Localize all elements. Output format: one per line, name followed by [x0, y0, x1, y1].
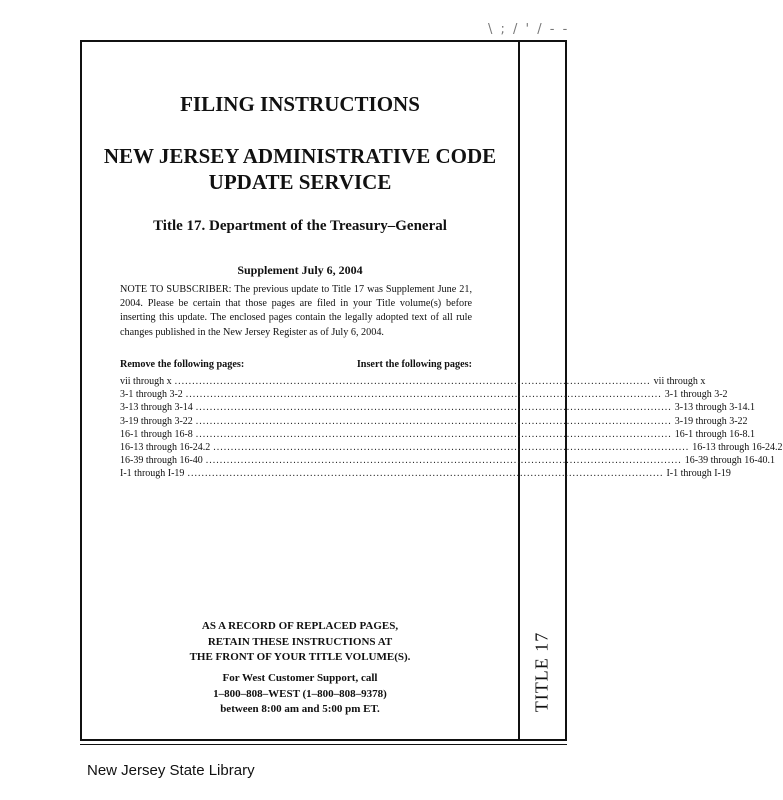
library-stamp: New Jersey State Library [87, 762, 255, 779]
table-row [120, 415, 748, 428]
record-notice-line1: AS A RECORD OF REPLACED PAGES, [201, 620, 399, 632]
insert-pages: I-1 through I-19 [666, 468, 731, 480]
title-line: Title 17. Department of the Treasury–General [153, 218, 447, 234]
table-row [120, 401, 756, 414]
dot-leader: ........................................................................................................................................ [185, 389, 662, 401]
remove-pages: 3-19 through 3-22 [120, 415, 193, 427]
remove-pages: 16-39 through 16-40 [120, 455, 203, 467]
support-info [82, 671, 518, 718]
insert-pages: 16-1 through 16-8.1 [674, 428, 756, 440]
insert-pages: vii through x [653, 376, 706, 387]
insert-pages: 3-1 through 3-2 [664, 389, 728, 401]
dot-leader: ........................................................................................................................................ [205, 455, 682, 467]
remove-pages: 3-1 through 3-2 [120, 389, 183, 401]
dot-leader: ........................................................................................................................................ [195, 428, 672, 440]
insert-pages: 16-13 through 16-24.2 [692, 441, 783, 453]
frame-bottom-rule [80, 739, 567, 741]
spine-label: TITLE 17 [531, 631, 552, 713]
insert-header: Insert the following pages: [356, 359, 472, 370]
remove-pages: 3-13 through 3-14 [120, 402, 193, 414]
dot-leader: ........................................................................................................................................ [174, 376, 651, 387]
support-phone: 1–800–808–WEST (1–800–808–9378) [213, 687, 387, 700]
supplement-date: Supplement July 6, 2004 [237, 263, 363, 277]
remove-pages: 16-1 through 16-8 [120, 428, 193, 440]
dot-leader: ........................................................................................................................................ [213, 441, 690, 453]
code-title-line2: UPDATE SERVICE [208, 170, 392, 194]
remove-pages: 16-13 through 16-24.2 [120, 441, 211, 453]
code-title [82, 143, 518, 195]
dot-leader: ........................................................................................................................................ [195, 415, 672, 427]
page-heading: FILING INSTRUCTIONS [180, 92, 420, 116]
support-hours: between 8:00 am and 5:00 pm ET. [220, 703, 380, 715]
remove-header: Remove the following pages: [120, 359, 245, 370]
page-table [120, 375, 783, 481]
record-notice-line3: THE FRONT OF YOUR TITLE VOLUME(S). [189, 651, 411, 663]
table-row [120, 375, 706, 388]
record-notice [82, 619, 518, 666]
code-title-line1: NEW JERSEY ADMINISTRATIVE CODE [103, 144, 497, 168]
table-row [120, 428, 756, 441]
remove-pages: vii through x [120, 376, 172, 387]
record-notice-line2: RETAIN THESE INSTRUCTIONS AT [207, 635, 393, 648]
table-row [120, 388, 728, 401]
frame-bottom-rule-thin [80, 744, 567, 745]
dot-leader: ........................................................................................................................................ [195, 402, 672, 414]
table-row [120, 441, 783, 454]
table-row [120, 467, 731, 480]
insert-pages: 3-19 through 3-22 [674, 415, 748, 427]
table-row [120, 454, 776, 467]
corner-scribble: \ ; / ' / - - [488, 22, 570, 37]
dot-leader: ........................................................................................................................................ [187, 468, 664, 480]
insert-pages: 3-13 through 3-14.1 [674, 402, 756, 414]
remove-pages: I-1 through I-19 [120, 468, 185, 480]
insert-pages: 16-39 through 16-40.1 [684, 455, 776, 467]
support-line1: For West Customer Support, call [222, 672, 378, 684]
subscriber-note: NOTE TO SUBSCRIBER: The previous update to Title 17 was Supplement June 21, 2004. Please be certain that those pages are filed in your Title volume(s) before inserting this update. The enclosed pages contain the legally adopted text of all rule changes published in the New Jersey Register as of July 6, 2004. [120, 284, 472, 338]
